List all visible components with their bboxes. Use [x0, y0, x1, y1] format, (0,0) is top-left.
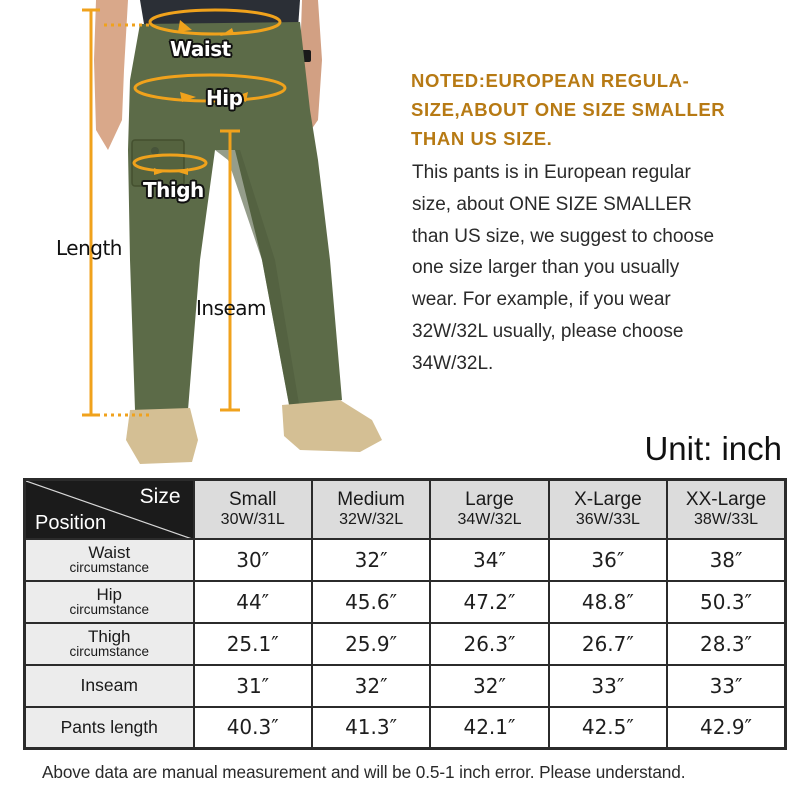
notice-body-line: 34W/32L. [412, 352, 494, 374]
notice-body-line: size, about ONE SIZE SMALLER [412, 193, 692, 215]
size-column-medium [312, 480, 430, 539]
notice-body-line: 32W/32L usually, please choose [412, 320, 684, 342]
row-header-inseam [25, 665, 194, 707]
size-name: XX-Large [685, 488, 767, 510]
table-row-inseam [25, 665, 786, 707]
table-row-waist [25, 539, 786, 581]
notice-body-line: than US size, we suggest to choose [412, 225, 715, 247]
size-notice-title [411, 66, 791, 153]
table-cell: 26.3″ [430, 623, 548, 665]
measurement-disclaimer: Above data are manual measurement and will be 0.5-1 inch error. Please understand. [42, 762, 686, 782]
notice-title-line: THAN US SIZE. [411, 128, 553, 149]
size-name: Large [465, 488, 514, 510]
table-cell: 50.3″ [667, 581, 785, 623]
size-column-x-large [549, 480, 667, 539]
row-label: Inseam [80, 674, 138, 695]
row-label: Thigh [87, 627, 131, 647]
row-header-thigh [25, 623, 194, 665]
notice-title-line: NOTED:EUROPEAN REGULA- [411, 70, 690, 91]
size-code: 36W/33L [575, 510, 640, 528]
notice-body-line: This pants is in European regular [412, 162, 691, 183]
table-cell: 28.3″ [667, 623, 785, 665]
table-cell: 36″ [549, 539, 667, 581]
size-chart-table [23, 478, 787, 750]
row-label: Waist [88, 543, 131, 563]
table-cell: 25.9″ [312, 623, 430, 665]
table-cell: 41.3″ [312, 707, 430, 749]
table-cell: 32″ [312, 539, 430, 581]
table-cell: 45.6″ [312, 581, 430, 623]
table-cell: 26.7″ [549, 623, 667, 665]
size-code: 30W/31L [220, 510, 285, 528]
table-cell: 42.5″ [549, 707, 667, 749]
table-cell: 34″ [430, 539, 548, 581]
table-cell: 32″ [430, 665, 548, 707]
notice-body-line: wear. For example, if you wear [412, 289, 671, 311]
size-name: X-Large [574, 488, 642, 510]
notice-body-line: one size larger than you usually [412, 257, 680, 279]
table-cell: 42.1″ [430, 707, 548, 749]
hip-label: Hip [206, 86, 243, 110]
size-code: 32W/32L [339, 510, 404, 528]
pants-illustration [0, 0, 410, 470]
size-column-xx-large [667, 480, 785, 539]
row-label: Hip [96, 585, 122, 605]
table-row-hip [25, 581, 786, 623]
corner-header-cell [25, 480, 194, 539]
size-notice-body [412, 157, 792, 380]
table-cell: 40.3″ [194, 707, 312, 749]
table-cell: 48.8″ [549, 581, 667, 623]
size-code: 38W/33L [694, 510, 759, 528]
unit-label: Unit: inch [644, 430, 782, 467]
row-label: Pants length [60, 716, 158, 737]
table-cell: 30″ [194, 539, 312, 581]
table-cell: 38″ [667, 539, 785, 581]
size-column-large [430, 480, 548, 539]
waist-label: Waist [170, 37, 231, 61]
size-header-row [25, 480, 786, 539]
table-cell: 42.9″ [667, 707, 785, 749]
product-measurement-figure [0, 0, 410, 470]
size-name: Medium [337, 488, 405, 510]
length-label: Length [56, 236, 122, 260]
table-cell: 25.1″ [194, 623, 312, 665]
row-header-waist [25, 539, 194, 581]
table-cell: 32″ [312, 665, 430, 707]
thigh-label: Thigh [143, 178, 204, 202]
row-sublabel: circumstance [69, 602, 150, 618]
table-cell: 33″ [667, 665, 785, 707]
size-column-small [194, 480, 312, 539]
row-header-hip [25, 581, 194, 623]
row-sublabel: circumstance [69, 560, 150, 576]
position-axis-label: Position [35, 511, 107, 534]
table-cell: 33″ [549, 665, 667, 707]
size-name: Small [228, 488, 277, 510]
size-axis-label: Size [139, 485, 181, 508]
size-code: 34W/32L [457, 510, 522, 528]
row-header-pants-length [25, 707, 194, 749]
notice-title-line: SIZE,ABOUT ONE SIZE SMALLER [411, 99, 726, 120]
table-cell: 31″ [194, 665, 312, 707]
row-sublabel: circumstance [69, 644, 150, 660]
table-cell: 44″ [194, 581, 312, 623]
table-row-thigh [25, 623, 786, 665]
inseam-label: Inseam [196, 296, 267, 320]
table-cell: 47.2″ [430, 581, 548, 623]
table-row-pants-length [25, 707, 786, 749]
